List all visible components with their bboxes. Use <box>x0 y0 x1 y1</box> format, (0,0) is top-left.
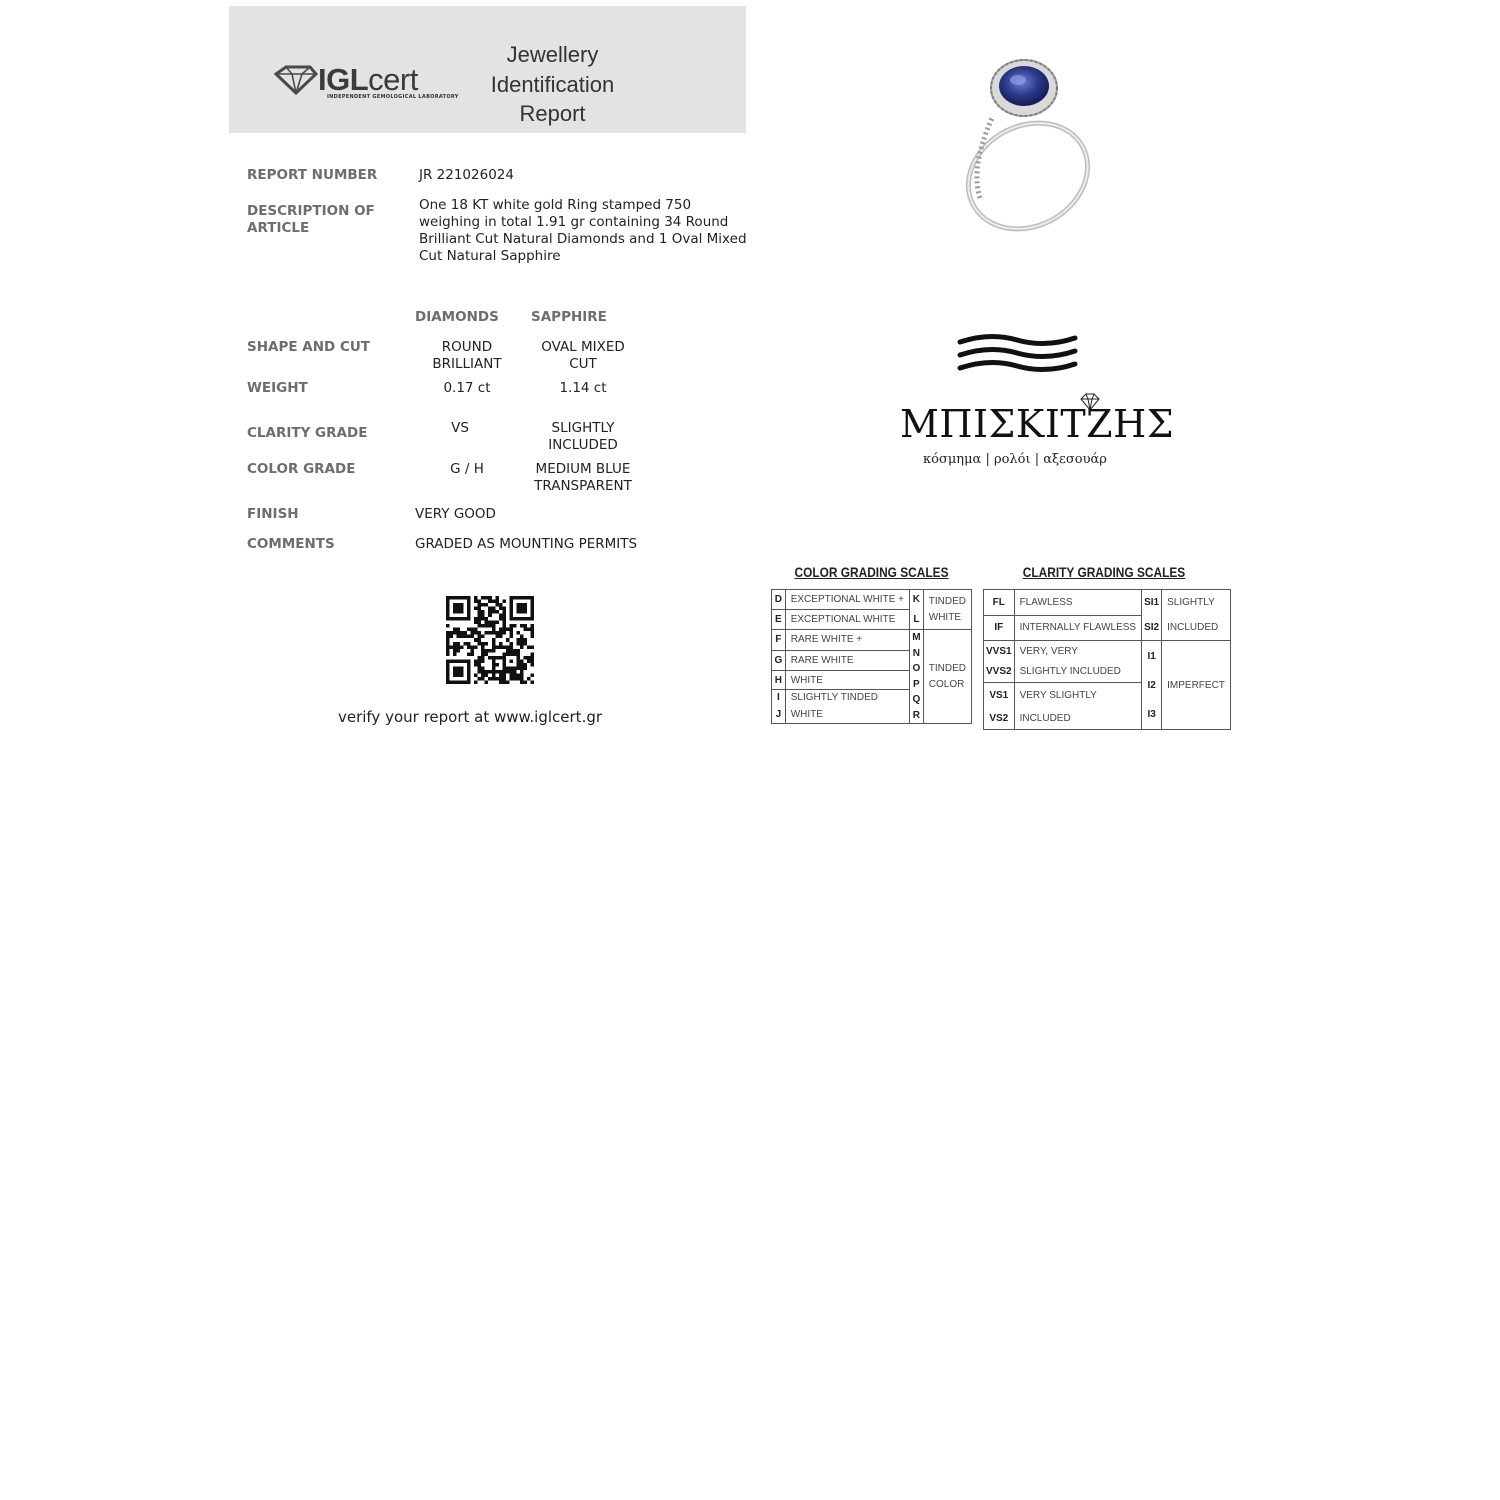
clarity-grade-code: I2 <box>1147 679 1156 691</box>
shape-sapphire-value <box>523 339 643 373</box>
description-line: One 18 KT white gold Ring stamped 750 <box>419 197 692 213</box>
clarity-grade-code: IF <box>984 615 1015 641</box>
color-grade-desc: WHITE <box>785 671 909 690</box>
comments-label: COMMENTS <box>247 536 335 552</box>
col-diamonds-header: DIAMONDS <box>415 309 499 325</box>
color-grade-desc: RARE WHITE + <box>785 630 909 651</box>
finish-value: VERY GOOD <box>415 506 496 522</box>
tinded-color-line: TINDED <box>928 662 966 674</box>
clarity-grade-desc: FLAWLESS <box>1014 590 1142 616</box>
description-label <box>247 203 375 237</box>
tinded-color-line: COLOR <box>928 678 965 690</box>
color-grade-code: Q <box>912 694 921 705</box>
tinted-color-codes <box>909 630 923 724</box>
col-sapphire-header: SAPPHIRE <box>531 309 607 325</box>
logo-tagline: INDEPENDENT GEMOLOGICAL LABORATORY <box>327 94 459 100</box>
description-line: Cut Natural Sapphire <box>419 248 561 264</box>
description-line: weighing in total 1.91 gr containing 34 Round <box>419 214 729 230</box>
color-grade-code: P <box>913 678 920 690</box>
color-diamonds-value: G / H <box>450 461 484 477</box>
weight-diamonds-value: 0.17 ct <box>443 380 491 396</box>
weight-label: WEIGHT <box>247 380 308 396</box>
shape-sapphire-line: CUT <box>569 356 597 372</box>
color-grade-code: I <box>772 689 786 706</box>
brand-logo <box>900 330 1175 480</box>
color-sapphire-value <box>523 461 643 495</box>
logo-brand-light: cert <box>368 62 418 97</box>
clarity-grade-code: VS2 <box>984 708 1015 730</box>
clarity-grade-code: SI2 <box>1142 615 1162 641</box>
qr-code-image <box>446 596 534 684</box>
clarity-grade-code: VS1 <box>984 683 1015 708</box>
clarity-grading-table <box>983 589 1231 730</box>
report-number-label: REPORT NUMBER <box>247 167 378 183</box>
report-title-line: Jewellery <box>506 42 599 67</box>
clarity-scale-title: CLARITY GRADING SCALES <box>1022 564 1186 580</box>
comments-value: GRADED AS MOUNTING PERMITS <box>415 536 638 552</box>
slightly-included-cell <box>1162 590 1231 641</box>
shape-sapphire-line: OVAL MIXED <box>541 339 625 355</box>
report-number-value: JR 221026024 <box>419 167 514 183</box>
color-grade-code: M <box>912 632 921 643</box>
iglcert-logo <box>272 58 462 108</box>
color-grade-desc: RARE WHITE <box>785 650 909 671</box>
shape-diamonds-value <box>412 339 522 373</box>
brand-tagline: κόσμημα | ρολόι | αξεσουάρ <box>923 452 1107 467</box>
diamond-logo-icon <box>272 64 318 96</box>
clarity-grade-label: CLARITY GRADE <box>247 425 368 441</box>
clarity-sapphire-line: INCLUDED <box>548 437 618 453</box>
shape-cut-label: SHAPE AND CUT <box>247 339 371 355</box>
slightly-included-line: INCLUDED <box>1167 622 1219 633</box>
imperfect-codes <box>1142 641 1162 730</box>
color-grade-code: R <box>912 709 920 721</box>
color-grading-table <box>771 589 972 724</box>
tinded-white-cell <box>923 590 971 630</box>
finish-label: FINISH <box>247 506 299 522</box>
clarity-grade-desc: VERY SLIGHTLY <box>1014 683 1142 708</box>
color-grade-code: E <box>772 610 786 630</box>
shape-diamonds-line: ROUND <box>441 339 493 355</box>
color-grade-desc: SLIGHTLY TINDED <box>785 689 909 706</box>
description-value <box>419 197 747 265</box>
ring-photo <box>940 48 1100 238</box>
color-sapphire-line: MEDIUM BLUE <box>535 461 631 477</box>
report-title <box>470 40 635 129</box>
color-grade-label: COLOR GRADE <box>247 461 356 477</box>
clarity-sapphire-value <box>523 420 643 454</box>
description-label-line: ARTICLE <box>247 220 310 236</box>
color-grade-code: J <box>772 706 786 724</box>
clarity-grade-desc: SLIGHTLY INCLUDED <box>1014 662 1142 683</box>
color-grade-desc: WHITE <box>785 706 909 724</box>
description-label-line: DESCRIPTION OF <box>247 203 375 219</box>
clarity-grade-code: SI1 <box>1142 590 1162 616</box>
color-sapphire-line: TRANSPARENT <box>534 478 632 494</box>
verify-report-text: verify your report at www.iglcert.gr <box>337 708 603 726</box>
logo-brand-bold: IGL <box>318 62 369 97</box>
weight-sapphire-value: 1.14 ct <box>559 380 607 396</box>
clarity-grade-code: FL <box>984 590 1015 616</box>
color-grade-code: L <box>909 610 923 630</box>
color-grade-code: O <box>912 663 921 674</box>
color-grade-code: K <box>909 590 923 610</box>
report-title-line: Identification <box>490 71 615 97</box>
color-grade-code: F <box>772 630 786 651</box>
description-line: Brilliant Cut Natural Diamonds and 1 Oval Mixed <box>419 231 747 247</box>
report-title-line: Report <box>519 101 586 126</box>
color-grade-desc: EXCEPTIONAL WHITE <box>785 610 909 630</box>
clarity-grade-desc: INTERNALLY FLAWLESS <box>1014 615 1142 641</box>
imperfect-cell: IMPERFECT <box>1162 641 1231 730</box>
color-grade-desc: EXCEPTIONAL WHITE + <box>785 590 909 610</box>
color-grade-code: N <box>912 647 920 659</box>
tinded-color-cell <box>923 630 971 724</box>
clarity-grade-code: I1 <box>1147 650 1156 662</box>
clarity-grade-code: VVS2 <box>984 662 1015 683</box>
clarity-grade-desc: INCLUDED <box>1014 708 1142 730</box>
qr-code[interactable] <box>446 596 534 684</box>
clarity-sapphire-line: SLIGHTLY <box>551 420 615 436</box>
clarity-grade-desc: VERY, VERY <box>1014 641 1142 662</box>
color-grade-code: D <box>772 590 786 610</box>
color-grade-code: H <box>772 671 786 690</box>
slightly-included-line: SLIGHTLY <box>1167 597 1215 608</box>
brand-name: ΜΠΙΣΚΙΤΖΗΣ <box>900 402 1175 446</box>
tinded-white-line: TINDED <box>928 595 966 607</box>
clarity-grade-code: VVS1 <box>984 641 1015 662</box>
color-grade-code: G <box>772 650 786 671</box>
tinded-white-line: WHITE <box>928 611 961 623</box>
clarity-grade-code: I3 <box>1147 708 1156 720</box>
clarity-diamonds-value: VS <box>451 420 469 436</box>
color-scale-title: COLOR GRADING SCALES <box>794 564 949 580</box>
shape-diamonds-line: BRILLIANT <box>432 356 502 372</box>
waves-logo-icon <box>955 330 1080 385</box>
